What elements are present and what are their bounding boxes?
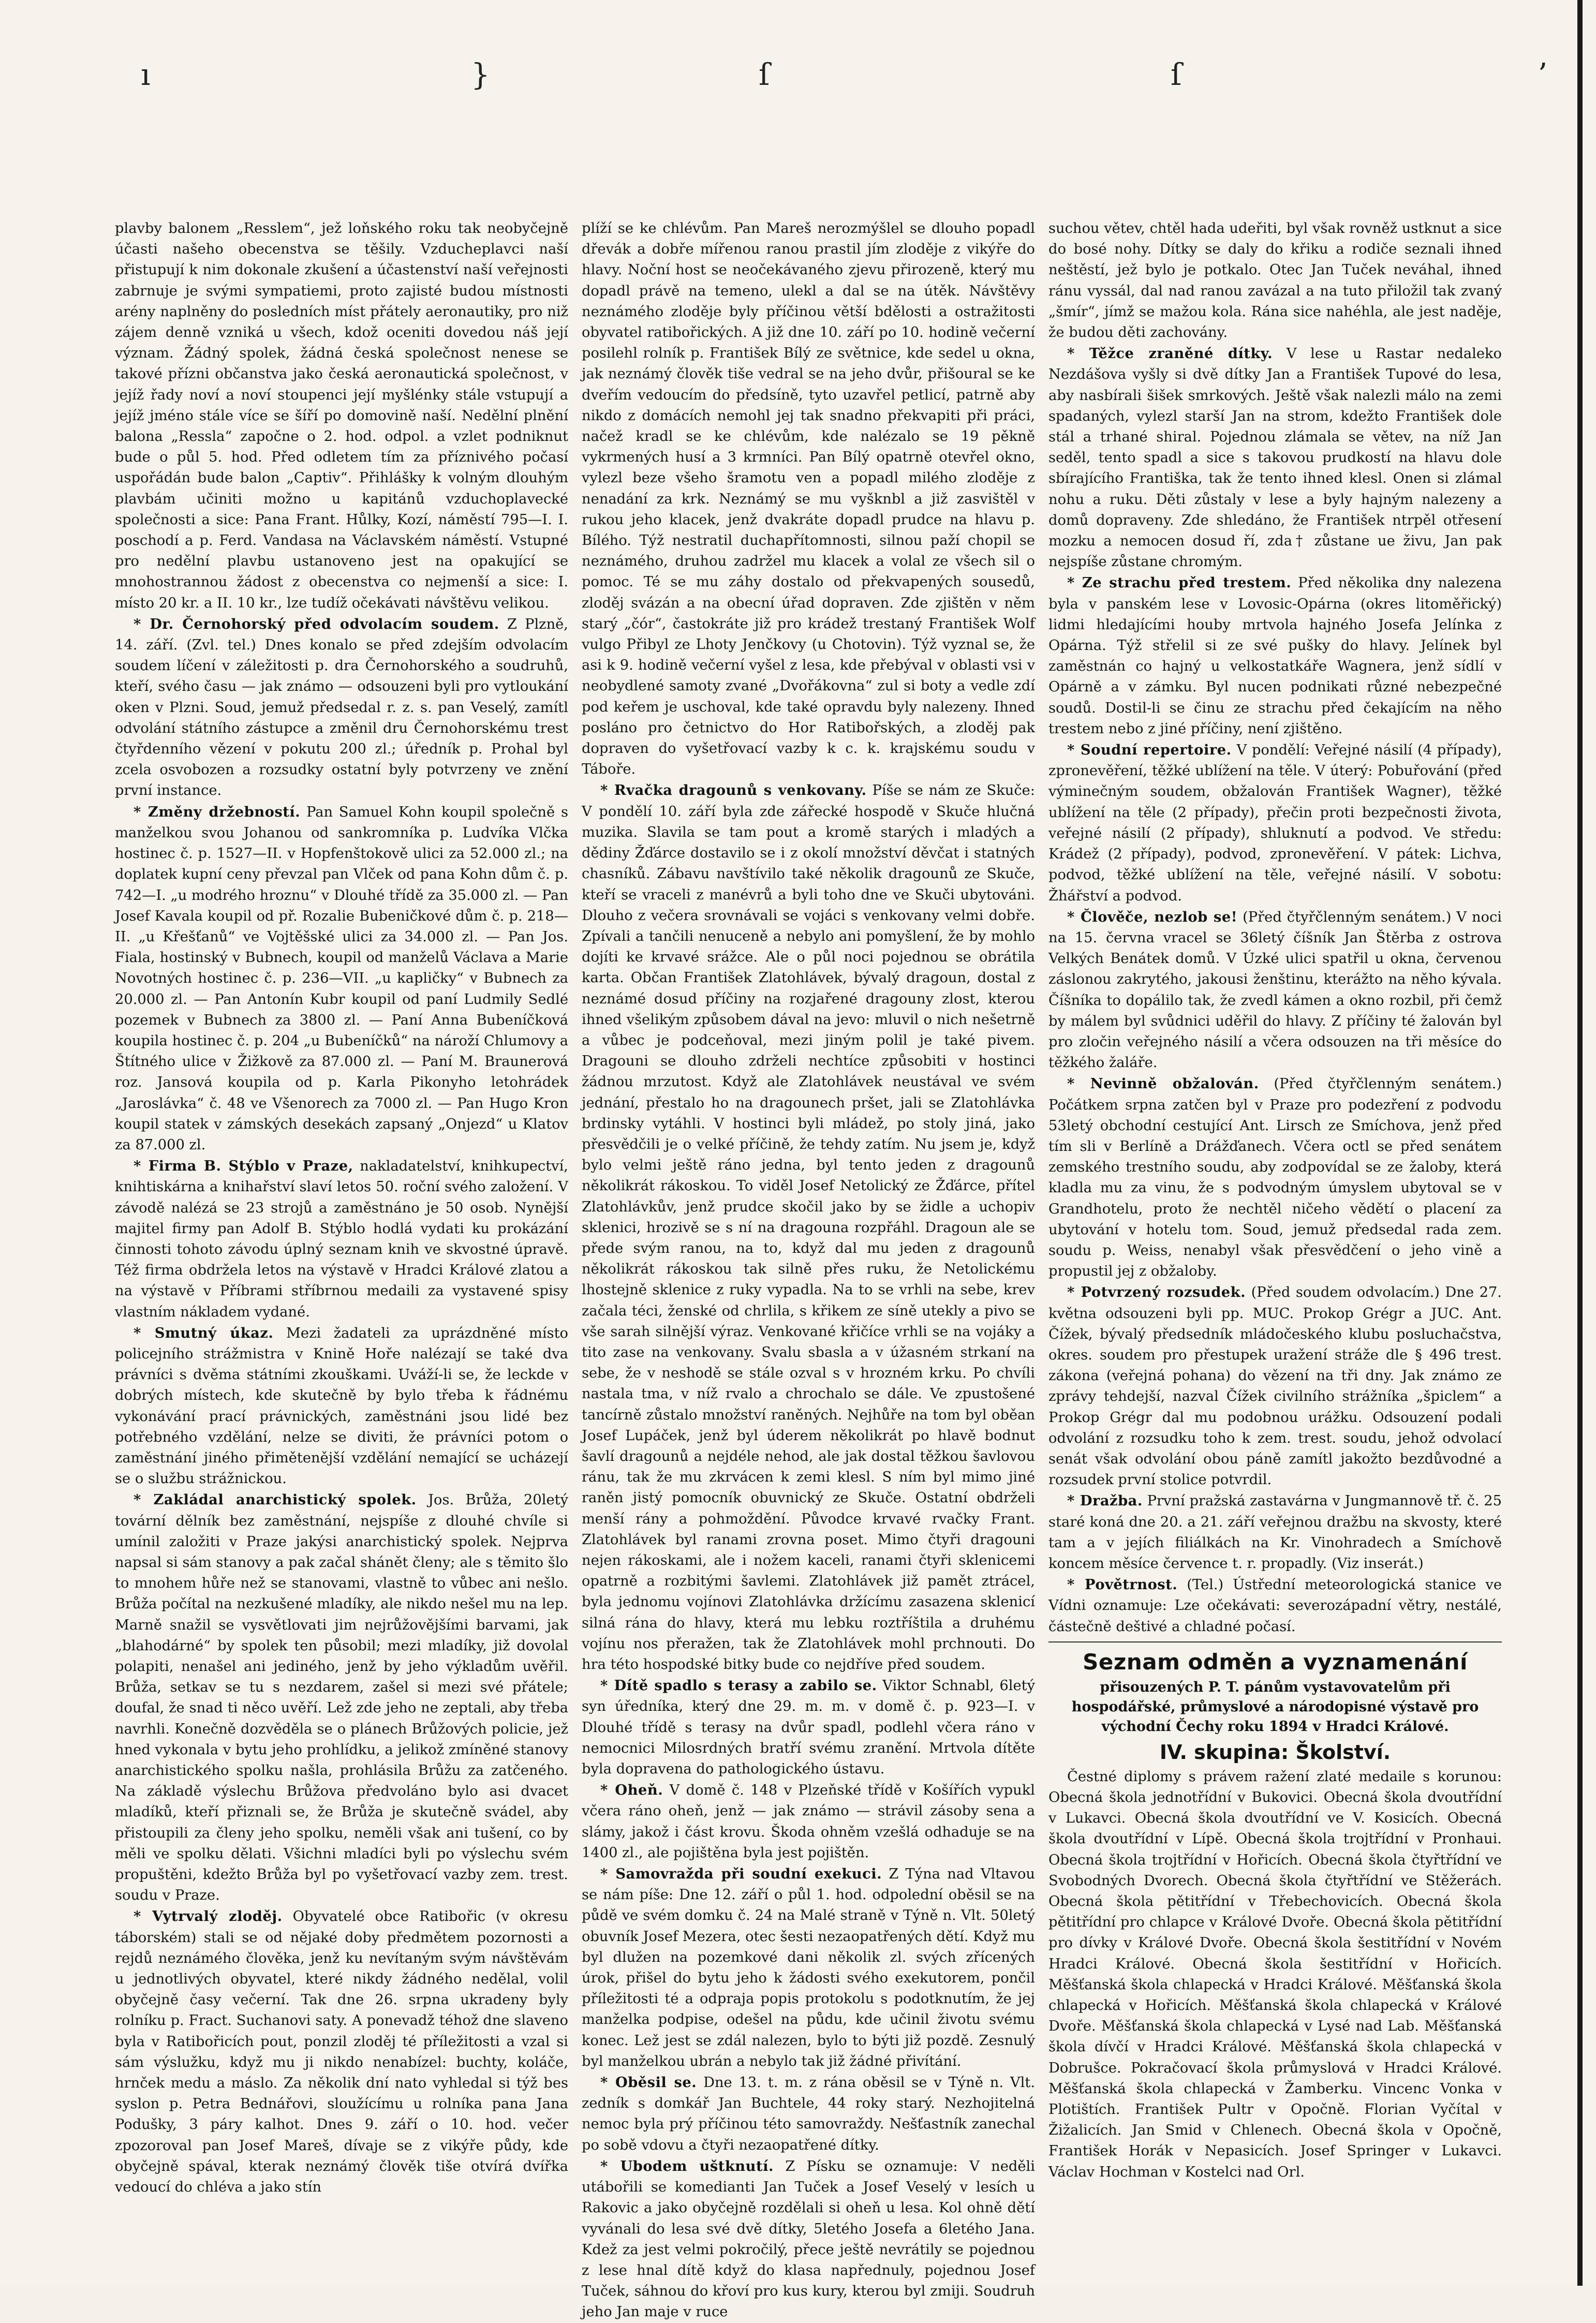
news-item-heading: * Těžce zraněné dítky. [1067, 345, 1273, 362]
top-margin-marks [0, 57, 1596, 92]
news-item [1048, 1282, 1502, 1490]
news-item-body: Z Písku se oznamuje: V neděli utábořili se komedianti Jan Tuček a Josef Veselý v lesích u Rakovic a jako obyčejně rozdělali si oheň u lesa. Kol ohně dětí vyvánali do lesa své dvě dítky, 5letého Josefa a 6letého Jana. Kdež za jest velmi pokročilý, přece ještě nevrátily se pojednou z lese hnal dítě když do klasa napřednuly, pojednou Josef Tuček, sáhnou do křoví pro kus kury, kterou byl zmiji. Soudruh jeho Jan maje v ruce [582, 2158, 1035, 2320]
news-item-body: (Tel.) Ústřední meteorologická stanice ve Vídni oznamuje: Lze očekávati: severozápadní větry, nestálé, částečně deštivé a chladné počasí. [1048, 1577, 1502, 1635]
news-item [115, 1489, 568, 1906]
news-item [1048, 1490, 1502, 1574]
news-item-heading: * Povětrnost. [1067, 1576, 1178, 1593]
news-item-heading: * Ubodem uštknutí. [600, 2157, 774, 2174]
news-item-heading: * Vytrvalý zloděj. [134, 1908, 283, 1925]
margin-mark: ſ [759, 57, 770, 92]
column-1 [115, 218, 568, 2268]
news-item [115, 1323, 568, 1490]
news-item-body: nakladatelství, knihkupectví, knihtiskárna a knihařství slaví letos 50. roční svého založení. V závodě nalézá se 23 strojů a zaměstnáno je 50 osob. Nynější majitel firmy pan Adolf B. Stýblo hodlá vydati ku prokázání činnosti tohoto závodu úplný seznam knih ve skvostné úpravě. Též firma obdržela letos na výstavě v Hradci Králové zlatou a na výstavě v Příbrami stříbrnou medaili za vystavené spisy vlastním nákladem vydané. [115, 1158, 568, 1320]
news-item-body: Píše se nám ze Skuče: V pondělí 10. září byla zde zářecké hospodě v Skuče hlučná muzika. Slavila se tam pout a kromě starých i mladých a dědiny Žďárce dostavilo se i z okolí množství děvčat i statných chasníků. Zábavu navštívilo také několik dragounů ze Skuče, kteří se vraceli z manévrů a byli toho dne ve Skuči ubytováni. Dlouho z večera srovnávali se vojáci s venkovany velmi dobře. Zpívali a tančili nenuceně a nebylo ani pomyšlení, že by mohlo dojíti ke krvavé srážce. Ale o půl noci pojednou se obrátila karta. Občan František Zlatohlávek, bývalý dragoun, dostal z neznámé dosud příčiny na rozjařené dragouny zlost, kterou ihned všelikým způsobem dával na jevo: mluvil o nich nešetrně a vůbec je podceňoval, mezi jiným polil je také pivem. Dragouni se dlouho zdrželi nechtíce způsobiti v hostinci žádnou mrzutost. Když ale Zlatohlávek neustával ve svém jednání, přestalo ho na dragounech pršet, jali se Zlatohlávka brdinsky vytáhli. V hostinci byli mládež, po stoly jiná, jako přesvědčili je o velké příčině, že tehdy zatím. Nu jsem je, když bylo velmi ještě ráno jedna, byl tento jeden z dragounů několikrát rákoskou. To viděl Josef Netolický ze Žďárce, přítel Zlatohlávkův, jenž prudce skočil jako by se židle a uchopiv sklenici, hrozivě se s ní na dragouna rozpřáhl. Dragoun ale se přede svým ranou, na to, když dal mu jeden z dragounů několikrát rákoskou tak silně přes ruku, že Netolickému lhostejně sklenice z ruky vypadla. Na to se vrhli na sebe, krev začala téci, ženské od chrlila, s křikem ze síně utekly a pivo se vše sarah silnější výraz. Venkované křičíce vrhli se na vojáky a tito zase na venkovany. Svalu sbasla a v úžasném strkaní na sebe, že v neshodě se stále ozval s v hrozném krku. Po chvíli nastala tma, v níž rvalo a chrochalo se dále. Ve zpustošené tancírně zůstalo množství raněných. Nejhůře na tom byl oběan Josef Lupáček, jenž byl úderem několikrát po hlavě bodnut šavlí dragounů a nejdéle nehod, ale jak dostal těžkou šavlovou ránu, tak že mu zkrvácen k zemi klesl. S ním byl mimo jiné raněn jistý pomocník obuvnický ze Skuče. Ostatní obdrželi menší rány a pohmoždění. Původce krvavé rvačky Frant. Zlatohlávek byl ranami zrovna poset. Mimo čtyři dragouni nejen rákoskami, ale i nožem kaceli, ranami čtyři sklenicemi opatrně a rozbitými šavlemi. Zlatohlávek již pamět ztrácel, byla jednomu vojínovi Zlatohlávka držícímu zasazena sklenicí silná rána do hlavy, která mu lebku roztříštila a druhému vojínu nos přeražen, tak že Zlatohlávek mohl prchnouti. Do hra této hospodské bitky bude co nejdříve před soudem. [582, 782, 1035, 1673]
news-item-heading: * Nevinně obžalován. [1067, 1075, 1259, 1092]
news-item [1048, 1574, 1502, 1637]
news-item [582, 780, 1035, 1675]
news-item [1048, 572, 1502, 739]
news-item [582, 1863, 1035, 2072]
news-item-body: Dne 13. t. m. z rána oběsil se v Týně n. Vlt. zedník s domkář Jan Buchtele, 44 roky starý. Nezhojitelná nemoc byla prý příčinou této samovraždy. Nešťastník zanechal po sobě vdovu a čtyři nezaopatřené dítky. [582, 2075, 1035, 2153]
column-2 [582, 218, 1035, 2320]
news-item-body: Z Týna nad Vltavou se nám píše: Dne 12. září o půl 1. hod. odpolední oběsil se na půdě ve svém domku č. 24 na Malé straně v Týně n. Vlt. 50letý obuvník Josef Mezera, otec šesti nezaopatřených dětí. Když mu byl dlužen na pozemkové dani několik zl. svých zřícených úrok, přišel do bytu jeho k žádosti svého exekutorem, pončil příležitosti té a odpraja popis protokolu s podotknutím, že jej manželka podpise, odešel na půdu, kde učinil životu svému konec. Lež jest se zdál nalezen, bylo to býti již pozdě. Zesnulý byl manželkou ubrán a nebylo tak již žádné přivítání. [582, 1866, 1035, 2069]
news-item-body: V pondělí: Veřejné násilí (4 případy), zpronevěření, těžké ublížení na těle. V úterý: Pobuřování (před výminečným soudem, obžalován František Wagner), těžké ublížení na těle (2 případy), přečin proti bezpečnosti života, veřejné násilí (2 případy), shluknutí a podvod. Ve středu: Krádež (2 případy), podvod, zpronevěření. V pátek: Lichva, podvod, těžké ublížení na těle, veřejné násilí. V sobotu: Žhářství a podvod. [1048, 742, 1502, 904]
news-item [115, 802, 568, 1156]
news-item-heading: * Oběsil se. [600, 2074, 697, 2091]
news-item-body: Mezi žadateli za uprázdněné místo policejního strážmistra v Knině Hoře nalézají se také dva právníci s dvěma státními zkouškami. Uváží-li se, že leckde v dobrých místech, kde skutečně by bylo třeba k řádnému vykonávání prací právnických, zaměstnáni jsou lidé bez potřebného vzdělání, nelze se diviti, že právníci potom o zaměstnání jiného přimětenější vzdělání nemající se ucházejí se o službu strážnickou. [115, 1325, 568, 1487]
news-item-body: Viktor Schnabl, 6letý syn úředníka, který dne 29. m. m. v domě č. p. 923—I. v Dlouhé třídě s terasy na dvůr spadl, podlehl včera ráno v nemocnici Milosrdných bratří svému zranění. Mrtvola dítěte byla dopravena do pathologického ústavu. [582, 1678, 1035, 1778]
news-item-body: Z Plzně, 14. září. (Zvl. tel.) Dnes konalo se před zdejším odvolacím soudem líčení v záležitosti p. dra Černohorského a soudruhů, kteří, svého času — jak známo — odsouzeni byli pro vytloukání oken v Plzni. Soud, jemuž předsedal r. z. s. pan Veselý, zamítl odvolání státního zástupce a změnil dru Černohorskému trest čtyřdenního vězení v pokutu 200 zl.; úředník p. Prohal byl zcela osvobozen a rozsudky ostatní byly potvrzeny ve znění první instance. [115, 616, 568, 799]
continued-text [1048, 218, 1502, 343]
news-item-heading: * Smutný úkaz. [134, 1324, 274, 1341]
news-item [582, 1780, 1035, 1863]
news-item-body: plíží se ke chlévům. Pan Mareš nerozmýšlel se dlouho popadl dřevák a dobře mířenou ranou prastil jím zloděje z vikýře do hlavy. Noční host se neočekávaného zjevu přirozeně, který mu dopadl právě na temeno, ulekl a dal se na útěk. Návštěvy neznámého zloděje byly příčinou větší bdělosti a ostražitosti obyvatel ratibořických. A již dne 10. září po 10. hodině večerní posilehl rolník p. František Bílý ze světnice, kde sedel u okna, jak neznámý člověk tiše vedral se na jeho dvůr, přišoural se ke dveřím vedoucím do předsíně, tyto uzavřel petlicí, patrně aby nikdo z domácích nemohl jej tak snadno překvapiti při práci, načež kradl se ke chlévům, kde nalézalo se 19 pěkně vykrmených husí a 3 krmníci. Pan Bílý opatrně otevřel okno, vylezl beze všeho šramotu ven a popadl milého zloděje z nenadání za krk. Neznámý se mu vyšknbl a již zasvištěl v rukou jeho klacek, jenž dvakráte dopadl prudce na hlavu p. Bílého. Týž nestratil duchapřítomnosti, silnou paží chopil se neznámého, druhou zadržel mu klacek a volal ze všech sil o pomoc. Té se mu záhy dostalo od překvapených sousedů, zloděj svázán a na obecní úřad dopraven. Zde zjištěn v něm starý „čór“, častokráte již pro krádež trestaný František Wolf vulgo Přibyl ze Lhoty Jenčkovy (u Chotovin). Týž vyznal se, že asi k 9. hodině večerní vyšel z lesa, kde přebýval v oblasti vsi v neobydlené samoty zvané „Dvořákovna“ zul si boty a vedle zdí pod keřem je uschoval, kde také opravdu byly nalezeny. Ihned posláno pro četnictvo do Hor Ratibořských, a zloděj pak dopraven do vyšetřovací vazby k c. k. krajskému soudu v Táboře. [582, 220, 1035, 778]
section-title: Seznam odměn a vyznamenání [1083, 1649, 1468, 1675]
news-item-heading: * Zakládal anarchistický spolek. [134, 1491, 417, 1508]
news-item-body: plavby balonem „Resslem“, jež loňského roku tak neobyčejně účasti našeho obecenstva se těšily. Vzducheplavci naší přistupují k nim dokonale zkušení a účastenství naší veřejnosti zabrnuje je svými sympatiemi, proto zajisté budou místnosti arény naplněny do posledních míst přátely aeronautiky, pro niž zájem denně vzniká u všech, kdož oceniti dovedou náš její význam. Žádný spolek, žádná česká společnost nenese se takové přízni občanstva jako česká aeronautická společnost, v jejíž řady noví a noví stoupenci její myšlénky stále vstupují a jejíž jméno stále více se šíří po domovině naší. Nedělní plnění balona „Ressla“ započne o 2. hod. odpol. a vzlet podniknut bude o půl 5. hod. Před odletem tím za příznivého počasí uspořádán bude balon „Captiv“. Přihlášky k volným dlouhým plavbám učiniti možno u kapitánů vzduchoplavecké společnosti a sice: Pana Frant. Hůlky, Kozí, náměstí 795—I. I. poschodí a p. Ferd. Vandasa na Václavském náměstí. Vstupné pro nedělní plavbu ustanoveno jest na opakující se mnohostrannou žádost z obecenstva co nejmenší a sice: I. místo 20 kr. a II. 10 kr., lze tudíž očekávati návštěvu velikou. [115, 220, 568, 611]
news-item-body: V lese u Rastar nedaleko Nezdášova vyšly si dvě dítky Jan a František Tupové do lesa, aby nasbírali šišek smrkových. Ještě však nalezli málo na zemi spadaných, vylezl starší Jan na strom, kdežto František dole stál a trhané shiral. Pojednou zlámala se větev, na níž Jan seděl, tento spadl a sice s takovou prudkostí na hlavu dole sbírajícího Františka, tak že tento ihned klesl. Onen si zlámal nohu a ruku. Děti zůstaly v lese a byly hajným nalezeny a domů dopraveny. Zde shledáno, že František ntrpěl otřesení mozku a nemocen dosud ří, zda† zůstane ue živu, Jan pak nejspíše zůstane chromým. [1048, 346, 1502, 570]
continued-text [115, 218, 568, 614]
awards-list: Čestné diplomy s právem ražení zlaté medaile s korunou: Obecná škola jednotřídní v Bukovici. Obecná škola dvoutřídní v Lukavci. Obecná škola dvoutřídní ve V. Kosicích. Obecná škola dvoutřídní v Lípě. Obecná škola trojtřídní v Pronhaui. Obecná škola trojtřídní v Hořicích. Obecná škola čtyřtřídní ve Svobodných Dvorech. Obecná škola čtyřtřídní ve Stěžerách. Obecná škola pětitřídní v Třebechovicích. Obecná škola pětitřídní pro chlapce v Králové Dvoře. Obecná škola pětitřídní pro dívky v Králové Dvoře. Obecná škola šestitřídní v Novém Hradci Králové. Obecná škola šestitřídní v Hořicích. Měšťanská škola chlapecká v Hradci Králové. Měšťanská škola chlapecká v Hořicích. Měšťanská škola chlapecká v Králové Dvoře. Měšťanská škola chlapecká v Lysé nad Lab. Měšťanská škola dívčí v Hradci Králové. Měšťanská škola chlapecká v Dobrušce. Pokračovací škola průmyslová v Hradci Králové. Měšťanská škola chlapecká v Žamberku. Vincenc Vonka v Plotištích. František Pultr v Opočně. Florian Vyčítal v Žižalicích. Jan Smid v Chlenech. Obecná škola v Opočně, František Horák v Nepasicích. Josef Springer v Lukavci. Václav Hochman v Kostelci nad Orl. [1048, 1768, 1502, 2180]
news-item-heading: * Člověče, nezlob se! [1067, 908, 1238, 925]
news-item [1048, 343, 1502, 572]
news-item-heading: * Soudní repertoire. [1067, 742, 1232, 759]
news-item [1048, 1073, 1502, 1282]
news-item-heading: * Rvačka dragounů s venkovany. [600, 782, 867, 799]
column-3 [1048, 218, 1502, 2268]
news-item-body: Jos. Brůža, 20letý tovární dělník bez zaměstnání, nejspíše z dlouhé chvíle si umínil založiti v Praze jakýsi anarchistický spolek. Nejprva napsal si sám stanovy a pak začal shánět členy; ale s těmito šlo to mnohem hůře než se stanovami, vlastně to vůbec ani nešlo. Brůža počítal na nezkušené mladíky, ale nikdo nešel mu na lep. Marně snažil se vysvětlovati jim nejrůžovějšími barvami, jak „blahodárné“ by spolek ten působil; mezi mladíky, již dovolal polapiti, nenašel ani jediného, jenž by jeho výkladům uvěřil. Brůža, setkav se tu s nezdarem, zašel si mezi své přátele; doufal, že snad ti něco uvěří. Lež zde jeho ne zeptali, aby třeba navrhli. Konečně dozvěděla se o plánech Brůžových policie, jež hned vykonala v bytu jeho prohlídku, a jelikož zmíněné stanovy anarchistického spolku našla, prohlásila Brůžu za zatčeného. Na základě výslechu Brůžova předvoláno bylo asi dvacet mladíků, kteří přiznali se, že Brůža je skutečně svádel, aby přistoupili za členy jeho spolku, neměli však ani tušení, co by měli ve spolku dělati. Všichni mladíci byli po výslechu svém propuštěni, kdežto Brůža byl po vyšetřovací vazby zem. trest. soudu v Praze. [115, 1492, 568, 1904]
margin-mark: ı [141, 57, 151, 92]
continued-text [582, 218, 1035, 780]
news-item-heading: * Oheň. [600, 1782, 663, 1799]
news-item-body: Obyvatelé obce Ratibořic (v okresu táborském) stali se od nějaké doby předmětem pozornosti a rejdů neznámého člověka, jenž ku nevítaným svým návštěvám u jednotlivých obyvatel, které nikdy žádného nedělal, volil obyčejně časy večerní. Tak dne 26. srpna ukradeny byly rolníku p. Fract. Suchanovi saty. A ponevadž téhož dne slaveno byla v Ratibořicích pout, ponzil zloděj té příležitosti a vzal si sám výslužku, když mu ji nikdo nenabízel: buchty, koláče, hrnček medu a máslo. Za několik dní nato vyhledal si týž bes syslon p. Petra Bednářovi, sloužícímu u rolníka pana Jana Podušky, 3 páry kalhot. Dnes 9. září o 10. hod. večer zpozoroval pan Josef Mareš, dívaje se z vikýře půdy, kde obyčejně spával, kterak neznámý člověk tiše otvírá dvířka vedoucí do chléva a jako stín [115, 1908, 568, 2196]
news-item [115, 1906, 568, 2198]
news-item-body: První pražská zastavárna v Jungmannově tř. č. 25 staré koná dne 20. a 21. září veřejnou dražbu na skvosty, které tam a v jejích filiálkách na Kr. Vinohradech a Smíchově koncem měsíce července t. r. propadly. (Viz inserát.) [1048, 1493, 1502, 1572]
news-item-heading: * Dražba. [1067, 1492, 1143, 1510]
margin-mark: } [471, 57, 490, 92]
news-item-heading: * Samovražda při soudní exekuci. [600, 1866, 882, 1883]
news-item [115, 1156, 568, 1323]
group-title: IV. skupina: Školství. [1159, 1740, 1391, 1764]
news-item [1048, 739, 1502, 907]
margin-mark: ʼ [1537, 57, 1547, 92]
page-edge-rule [1577, 0, 1583, 2286]
news-item-heading: * Firma B. Stýblo v Praze, [134, 1158, 353, 1175]
section-subtitle: přisouzených P. T. pánům vystavovatelům při hospodářské, průmyslové a národopisné výstavě pro východní Čechy roku 1894 v Hradci Králové. [1071, 1679, 1479, 1735]
news-item-heading: * Potvrzený rozsudek. [1067, 1284, 1246, 1301]
section-divider [1048, 1641, 1502, 1643]
news-item-heading: * Dr. Černohorský před odvolacím soudem. [134, 615, 499, 632]
news-item [115, 614, 568, 802]
news-item-body: Před několika dny nalezena byla v panském lese v Lovosic-Opárna (okres litoměřický) lidmi hledajícími houby mrtvola hajného Josefa Jelínka z Opárna. Týž střelil si ze své pušky do hlavy. Jelínek byl zaměstnán co hajný u velkostatkáře Wagnera, jenž sídlí v Opárně a v zámku. Byl nucen podnikati různé nebezpečné soudů. Dostil-li se činu ze strachu před čekajícím na něho trestem nebo z jiné příčiny, není zjištěno. [1048, 575, 1502, 737]
news-item [582, 2156, 1035, 2323]
news-item-heading: * Změny držebností. [134, 803, 301, 820]
news-item [1048, 907, 1502, 1074]
news-item-heading: * Dítě spadlo s terasy a zabilo se. [600, 1677, 877, 1694]
news-item [582, 1675, 1035, 1780]
news-item-body: V domě č. 148 v Plzeňské třídě v Košířích vypukl včera ráno oheň, jenž — jak známo — strávil zásoby sena a slámy, jakož i část krovu. Škoda ohněm vzešlá odhaduje se na 1400 zl., ale pojištěna byla jest pojištěn. [582, 1782, 1035, 1861]
news-item-heading: * Ze strachu před trestem. [1067, 574, 1292, 591]
margin-mark: ſ [1171, 57, 1182, 92]
news-item-body: (Před čtyřčlenným senátem.) V noci na 15. června vracel se 36letý číšník Jan Štěrba z ostrova Velkých Benátek domů. V Úzké ulici spatřil u okna, červenou záslonou zakrytého, jakousi ženštinu, kterážto na něho kývala. Číšníka to dopálilo tak, že zvedl kámen a okno rozbil, při čemž by málem byl svůdnici uděřil do hlavy. Z příčiny té žalován byl pro zločin veřejného násilí a včera odsouzen na tři měsíce do těžkého žaláře. [1048, 909, 1502, 1071]
news-item-body: (Před soudem odvolacím.) Dne 27. května odsouzeni byli pp. MUC. Prokop Grégr a JUC. Ant. Čížek, bývalý předsedník mládočeského klubu posluchačstva, okres. soudem pro přestupek uražení stráže dle § 496 trest. zákona (veřejná pohana) do vězení na tři dny. Jak známo ze zprávy tehdejší, nazval Čížek civilního strážníka „špiclem“ a Prokop Grégr dal mu podobnou urážku. Odsouzení podali odvolání z rozsudku toho k zem. trest. soudu, jehož odvolací senát však odvolání obou páně zamítl jakožto bezdůvodné a rozsudek první stolice potvrdil. [1048, 1284, 1502, 1488]
news-item [582, 2072, 1035, 2156]
news-item-body: suchou větev, chtěl hada udeřiti, byl však rovněž ustknut a sice do bosé nohy. Dítky se daly do křiku a rodiče seznali ihned neštěstí, jež bylo je potkalo. Otec Jan Tuček neváhal, ihned ránu vyssál, dal nad ranou zavázal a na tuto přiložil tak zvaný „šmír“, jímž se mažou kola. Rána sice nahéhla, ale jest naděje, že budou děti zachovány. [1048, 220, 1502, 341]
news-item-body: Pan Samuel Kohn koupil společně s manželkou svou Johanou od sankromníka p. Ludvíka Vlčka hostinec č. p. 1527—II. v Hopfenštokově ulici za 52.000 zl.; na doplatek kupní ceny převzal pan Vlček od pana Kohn dům č. p. 742—I. „u modrého hroznu“ v Dlouhé třídě za 35.000 zl. — Pan Josef Kavala koupil od př. Rozalie Bubeničkové dům č. p. 218—II. „u Křešťanů“ ve Vojtěšské ulici za 34.000 zl. — Pan Jos. Fiala, hostinský v Bubnech, koupil od manželů Václava a Marie Novotných hostinec č. p. 236—VII. „u kapličky“ v Bubnech za 20.000 zl. — Pan Antonín Kubr koupil od paní Ludmily Sedlé pozemek v Bubnech za 3800 zl. — Paní Anna Bubeníčková koupila hostinec č. p. 204 „u Bubeníčků“ na nároží Chlumovy a Štítného ulice v Žižkově za 87.000 zl. — Paní M. Braunerová roz. Jansová koupila od p. Karla Pikonyho letohrádek „Jaroslávka“ č. 48 ve Všenorech za 7000 zl. — Pan Hugo Kron koupil statek v zámských desekách zapsaný „Onjezd“ u Klatov za 87.000 zl. [115, 804, 569, 1153]
article-columns [115, 218, 1502, 2320]
news-item-body: (Před čtyřčlenným senátem.) Počátkem srpna zatčen byl v Praze pro podezření z podvodu 53letý obchodní cestující Ant. Lirsch ze Smíchova, jenž před tím sli v Berlíně a Drážďanech. Včera octl se před senátem zemského trestního soudu, aby zodpovídal se ze žaloby, která kladla mu za vinu, že s podvodným úmyslem ubytoval se v Grandhotelu, proto že nechtěl ničeho vědětí o placení za ubytování v hotelu tom. Soud, jemuž předsedal rada zem. soudu p. Weiss, nenabyl však přesvědčení o jeho vině a propustil jej z obžaloby. [1048, 1076, 1502, 1280]
